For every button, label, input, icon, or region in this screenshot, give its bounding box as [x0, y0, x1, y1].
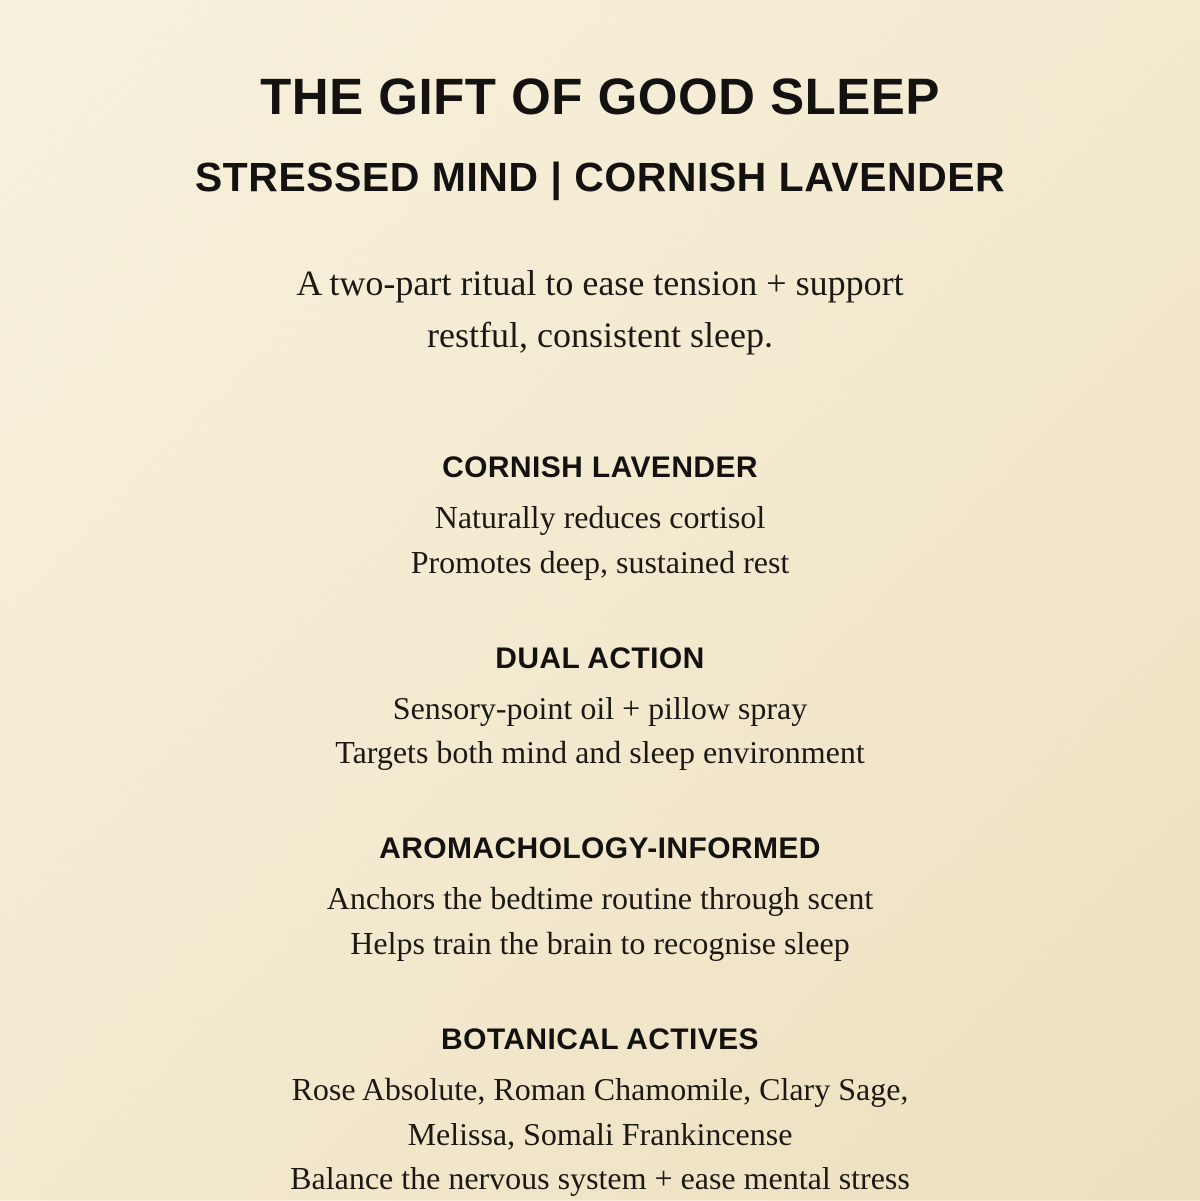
section-line: Targets both mind and sleep environment — [335, 734, 865, 771]
section-dual-action — [0, 639, 1200, 776]
section-heading: CORNISH LAVENDER — [442, 451, 758, 485]
section-line: Naturally reduces cortisol — [434, 499, 766, 536]
page-title: THE GIFT OF GOOD SLEEP — [260, 68, 940, 125]
section-line: Sensory-point oil + pillow spray — [392, 689, 808, 726]
section-aromachology-informed — [0, 829, 1200, 966]
section-heading: AROMACHOLOGY-INFORMED — [379, 832, 821, 866]
intro-line-1: A two-part ritual to ease tension + support — [296, 263, 904, 304]
section-heading: DUAL ACTION — [495, 641, 705, 675]
section-heading: BOTANICAL ACTIVES — [441, 1022, 759, 1056]
section-line: Melissa, Somali Frankincense — [407, 1115, 793, 1152]
feature-sections — [0, 448, 1200, 1201]
section-line: Helps train the brain to recognise sleep — [350, 925, 850, 962]
intro-line-2: restful, consistent sleep. — [427, 315, 773, 356]
product-subtitle: STRESSED MIND | CORNISH LAVENDER — [194, 154, 1006, 201]
intro-text — [0, 258, 1200, 362]
section-line: Anchors the bedtime routine through scent — [326, 880, 874, 917]
section-cornish-lavender — [0, 448, 1200, 585]
section-line: Balance the nervous system + ease mental stress — [290, 1160, 910, 1197]
section-line: Rose Absolute, Roman Chamomile, Clary Sage, — [291, 1070, 909, 1107]
section-line: Promotes deep, sustained rest — [410, 543, 790, 580]
section-botanical-actives — [0, 1020, 1200, 1201]
